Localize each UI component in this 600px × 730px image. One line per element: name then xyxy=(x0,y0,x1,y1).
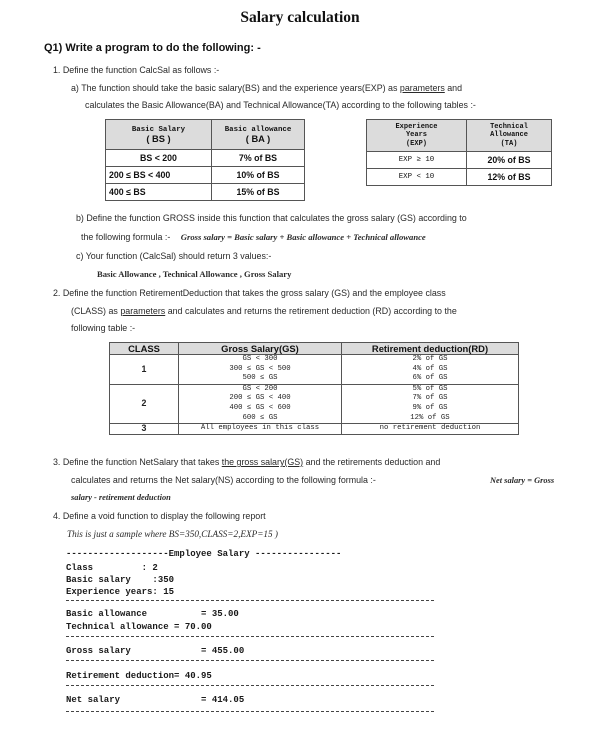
divider xyxy=(66,711,434,712)
rd-value: 5% of GS xyxy=(412,384,448,393)
net-formula-b: salary - retirement deduction xyxy=(71,493,171,502)
step-3-line-2: calculates and returns the Net salary(NS) according to the following formula :- xyxy=(71,475,376,485)
step-2-line-3: following table :- xyxy=(71,323,136,333)
rd-cell xyxy=(342,384,519,423)
step-1a-line-2: calculates the Basic Allowance(BA) and Technical Allowance(TA) according to the following tables :- xyxy=(85,100,476,110)
sample-note: This is just a sample where BS=350,CLASS=2,EXP=15 ) xyxy=(67,529,278,539)
gs-header: Gross Salary(GS) xyxy=(179,343,342,355)
ta-header xyxy=(467,120,552,152)
step-2-rest: and calculates and returns the retirement deduction (RD) according to the xyxy=(167,306,457,316)
step-1b-lead: the following formula :- xyxy=(81,232,171,242)
return-values: Basic Allowance , Technical Allowance , Gross Salary xyxy=(97,269,292,279)
technical-allowance-table xyxy=(366,119,552,186)
divider xyxy=(66,685,434,686)
ba-cell: 10% of BS xyxy=(212,167,305,184)
ta-header-line-2: Allowance xyxy=(490,131,528,140)
retirement-deduction-table xyxy=(109,342,519,435)
ba-cell: 7% of BS xyxy=(212,150,305,167)
table-row xyxy=(367,152,552,169)
step-1a-text: a) The function should take the basic salary(BS) and the experience years(EXP) as xyxy=(71,83,398,93)
bs-cell: 200 ≤ BS < 400 xyxy=(106,167,212,184)
parameters-underlined: parameters xyxy=(120,306,166,316)
report-experience: Experience years: 15 xyxy=(66,587,175,597)
gs-range: 500 ≤ GS xyxy=(242,374,278,383)
exp-cell: EXP < 10 xyxy=(367,169,467,186)
question-heading: Q1) Write a program to do the following: - xyxy=(44,42,261,54)
ba-header-title: Basic allowance xyxy=(224,125,292,134)
gs-cell: All employees in this class xyxy=(179,424,342,435)
step-2-line-2 xyxy=(71,306,457,316)
table-row xyxy=(110,384,519,423)
exp-header xyxy=(367,120,467,152)
report-technical-allowance: Technical allowance = 70.00 xyxy=(66,622,212,632)
ta-cell: 12% of BS xyxy=(467,169,552,186)
bs-header xyxy=(106,120,212,150)
table-row xyxy=(110,424,519,435)
gs-range: 600 ≤ GS xyxy=(242,413,278,422)
divider xyxy=(66,600,434,601)
table-row xyxy=(367,169,552,186)
step-1a-and: and xyxy=(447,83,463,93)
ta-header-line-3: (TA) xyxy=(500,139,518,148)
bs-cell: BS < 200 xyxy=(106,150,212,167)
class-header: CLASS xyxy=(110,343,179,355)
bs-header-sub: ( BS ) xyxy=(146,133,171,144)
exp-header-line-3: (EXP) xyxy=(405,139,427,148)
step-3-lead: 3. Define the function NetSalary that takes xyxy=(53,457,220,467)
gs-range: 200 ≤ GS < 400 xyxy=(229,394,291,403)
step-3-tail: and the retirements deduction and xyxy=(305,457,441,467)
net-formula-a: Net salary = Gross xyxy=(490,476,555,485)
gross-salary-underlined: the gross salary(GS) xyxy=(221,457,304,467)
rd-value: 12% of GS xyxy=(410,413,450,422)
class-cell: 3 xyxy=(110,424,179,435)
gs-cell xyxy=(179,355,342,385)
report-class: Class : 2 xyxy=(66,563,158,573)
table-row xyxy=(106,167,305,184)
rd-cell xyxy=(342,355,519,385)
bs-cell: 400 ≤ BS xyxy=(106,184,212,201)
exp-header-line-2: Years xyxy=(405,131,427,140)
ta-header-line-1: Technical xyxy=(490,122,528,131)
step-1b-line-2 xyxy=(81,232,426,242)
rd-value: 6% of GS xyxy=(412,374,448,383)
table-row xyxy=(106,150,305,167)
ba-header xyxy=(212,120,305,150)
bs-header-title: Basic Salary xyxy=(131,125,186,134)
step-4-text: 4. Define a void function to display the following report xyxy=(53,511,266,521)
gross-formula: Gross salary = Basic salary + Basic allowance + Technical allowance xyxy=(180,232,426,242)
rd-value: 7% of GS xyxy=(412,394,448,403)
class-cell: 2 xyxy=(110,384,179,423)
parameters-underlined: parameters xyxy=(399,83,445,93)
gs-range: GS < 200 xyxy=(242,384,278,393)
gs-cell xyxy=(179,384,342,423)
step-2-line-1: 2. Define the function RetirementDeduction that takes the gross salary (GS) and the employee class xyxy=(53,288,446,298)
report-retirement-deduction: Retirement deduction= 40.95 xyxy=(66,671,212,681)
step-3-line-1 xyxy=(53,457,440,467)
ba-cell: 15% of BS xyxy=(212,184,305,201)
step-1c-text: c) Your function (CalcSal) should return 3 values:- xyxy=(76,251,272,261)
step-1a-line-1 xyxy=(71,83,462,93)
rd-value: 4% of GS xyxy=(412,364,448,373)
report-gross-salary: Gross salary = 455.00 xyxy=(66,646,245,656)
step-2-class: (CLASS) as xyxy=(71,306,118,316)
rd-cell: no retirement deduction xyxy=(342,424,519,435)
ta-cell: 20% of BS xyxy=(467,152,552,169)
basic-allowance-table xyxy=(105,119,305,201)
report-basic-salary: Basic salary :350 xyxy=(66,575,175,585)
step-1-text: 1. Define the function CalcSal as follows :- xyxy=(53,65,220,75)
divider xyxy=(66,660,434,661)
table-row xyxy=(110,355,519,385)
report-basic-allowance: Basic allowance = 35.00 xyxy=(66,609,239,619)
rd-value: 9% of GS xyxy=(412,403,448,412)
step-1b-line-1: b) Define the function GROSS inside this function that calculates the gross salary (GS) according to xyxy=(76,213,467,223)
gs-range: GS < 300 xyxy=(242,355,278,363)
page-title: Salary calculation xyxy=(240,9,360,26)
divider xyxy=(66,636,434,637)
gs-range: 300 ≤ GS < 500 xyxy=(229,364,291,373)
exp-header-line-1: Experience xyxy=(395,122,438,131)
ba-header-sub: ( BA ) xyxy=(245,133,271,144)
rd-header: Retirement deduction(RD) xyxy=(342,343,519,355)
report-header: -------------------Employee Salary ---------------- xyxy=(66,549,342,559)
table-row xyxy=(106,184,305,201)
class-cell: 1 xyxy=(110,355,179,385)
exp-cell: EXP ≥ 10 xyxy=(367,152,467,169)
rd-value: 2% of GS xyxy=(412,355,448,363)
gs-range: 400 ≤ GS < 600 xyxy=(229,403,291,412)
report-net-salary: Net salary = 414.05 xyxy=(66,695,245,705)
